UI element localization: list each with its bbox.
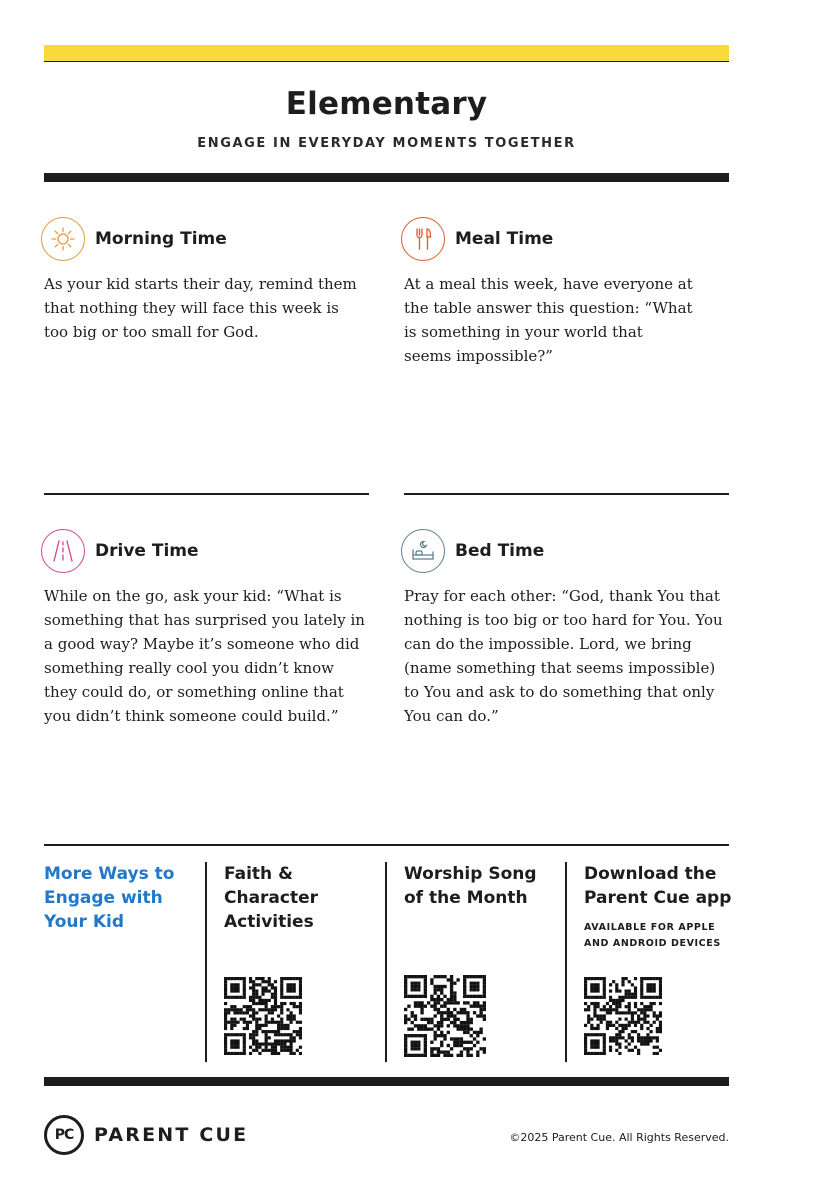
section-title: Meal Time	[455, 229, 554, 249]
footer-divider	[565, 862, 567, 1062]
page-subtitle: ENGAGE IN EVERYDAY MOMENTS TOGETHER	[197, 136, 576, 151]
section-body: Pray for each other: “God, thank You that nothing is too big or too hard for You. You can do the impossible. Lord, we bring (name something that seems impossible) to You and ask to do something that only You can do.”	[404, 587, 723, 725]
section-meal-time	[401, 216, 731, 368]
section-divider	[404, 493, 729, 495]
logo-text: PARENT CUE	[94, 1124, 249, 1146]
footer-worship-song	[404, 862, 554, 1062]
download-app-heading: Download the Parent Cue app	[584, 864, 732, 908]
section-morning-time	[41, 216, 371, 344]
sun-icon	[41, 217, 85, 261]
faith-activities-heading: Faith & Character Activities	[224, 864, 319, 932]
page-title: Elementary	[285, 86, 488, 122]
footer-bottom-rule	[44, 1077, 729, 1086]
worship-song-heading: Worship Song of the Month	[404, 864, 537, 908]
faith-activities-qr-code[interactable]	[224, 977, 302, 1055]
footer-divider	[205, 862, 207, 1062]
more-ways-heading: More Ways to Engage with Your Kid	[44, 864, 175, 932]
logo-mark: PC	[44, 1115, 84, 1155]
section-title: Morning Time	[95, 229, 227, 249]
footer-more-ways	[44, 862, 194, 1062]
header-divider	[44, 173, 729, 182]
section-divider	[44, 493, 369, 495]
section-body: As your kid starts their day, remind them that nothing they will face this week is too big or too small for God.	[44, 275, 357, 341]
section-title: Bed Time	[455, 541, 545, 561]
section-bed-time	[401, 528, 731, 728]
footer-faith-activities	[224, 862, 374, 1062]
fork-knife-icon	[401, 217, 445, 261]
section-body: At a meal this week, have everyone at the table answer this question: “What is something in your world that seems impossible?”	[404, 275, 693, 365]
download-app-note: AVAILABLE FOR APPLE AND ANDROID DEVICES	[584, 922, 721, 949]
section-title: Drive Time	[95, 541, 199, 561]
footer-divider	[385, 862, 387, 1062]
copyright: ©2025 Parent Cue. All Rights Reserved.	[509, 1131, 729, 1144]
top-accent-bar	[44, 45, 729, 62]
section-drive-time	[41, 528, 371, 728]
footer-top-rule	[44, 844, 729, 846]
section-body: While on the go, ask your kid: “What is something that has surprised you lately in a good way? Maybe it’s someone who did something really cool you didn’t know they could do, or something online that you didn’t think someone could build.”	[44, 587, 365, 725]
road-icon	[41, 529, 85, 573]
bed-moon-icon	[401, 529, 445, 573]
footer-download-app	[584, 862, 734, 1062]
worship-song-qr-code[interactable]	[404, 975, 486, 1057]
download-app-qr-code[interactable]	[584, 977, 662, 1055]
parent-cue-logo	[44, 1115, 248, 1155]
